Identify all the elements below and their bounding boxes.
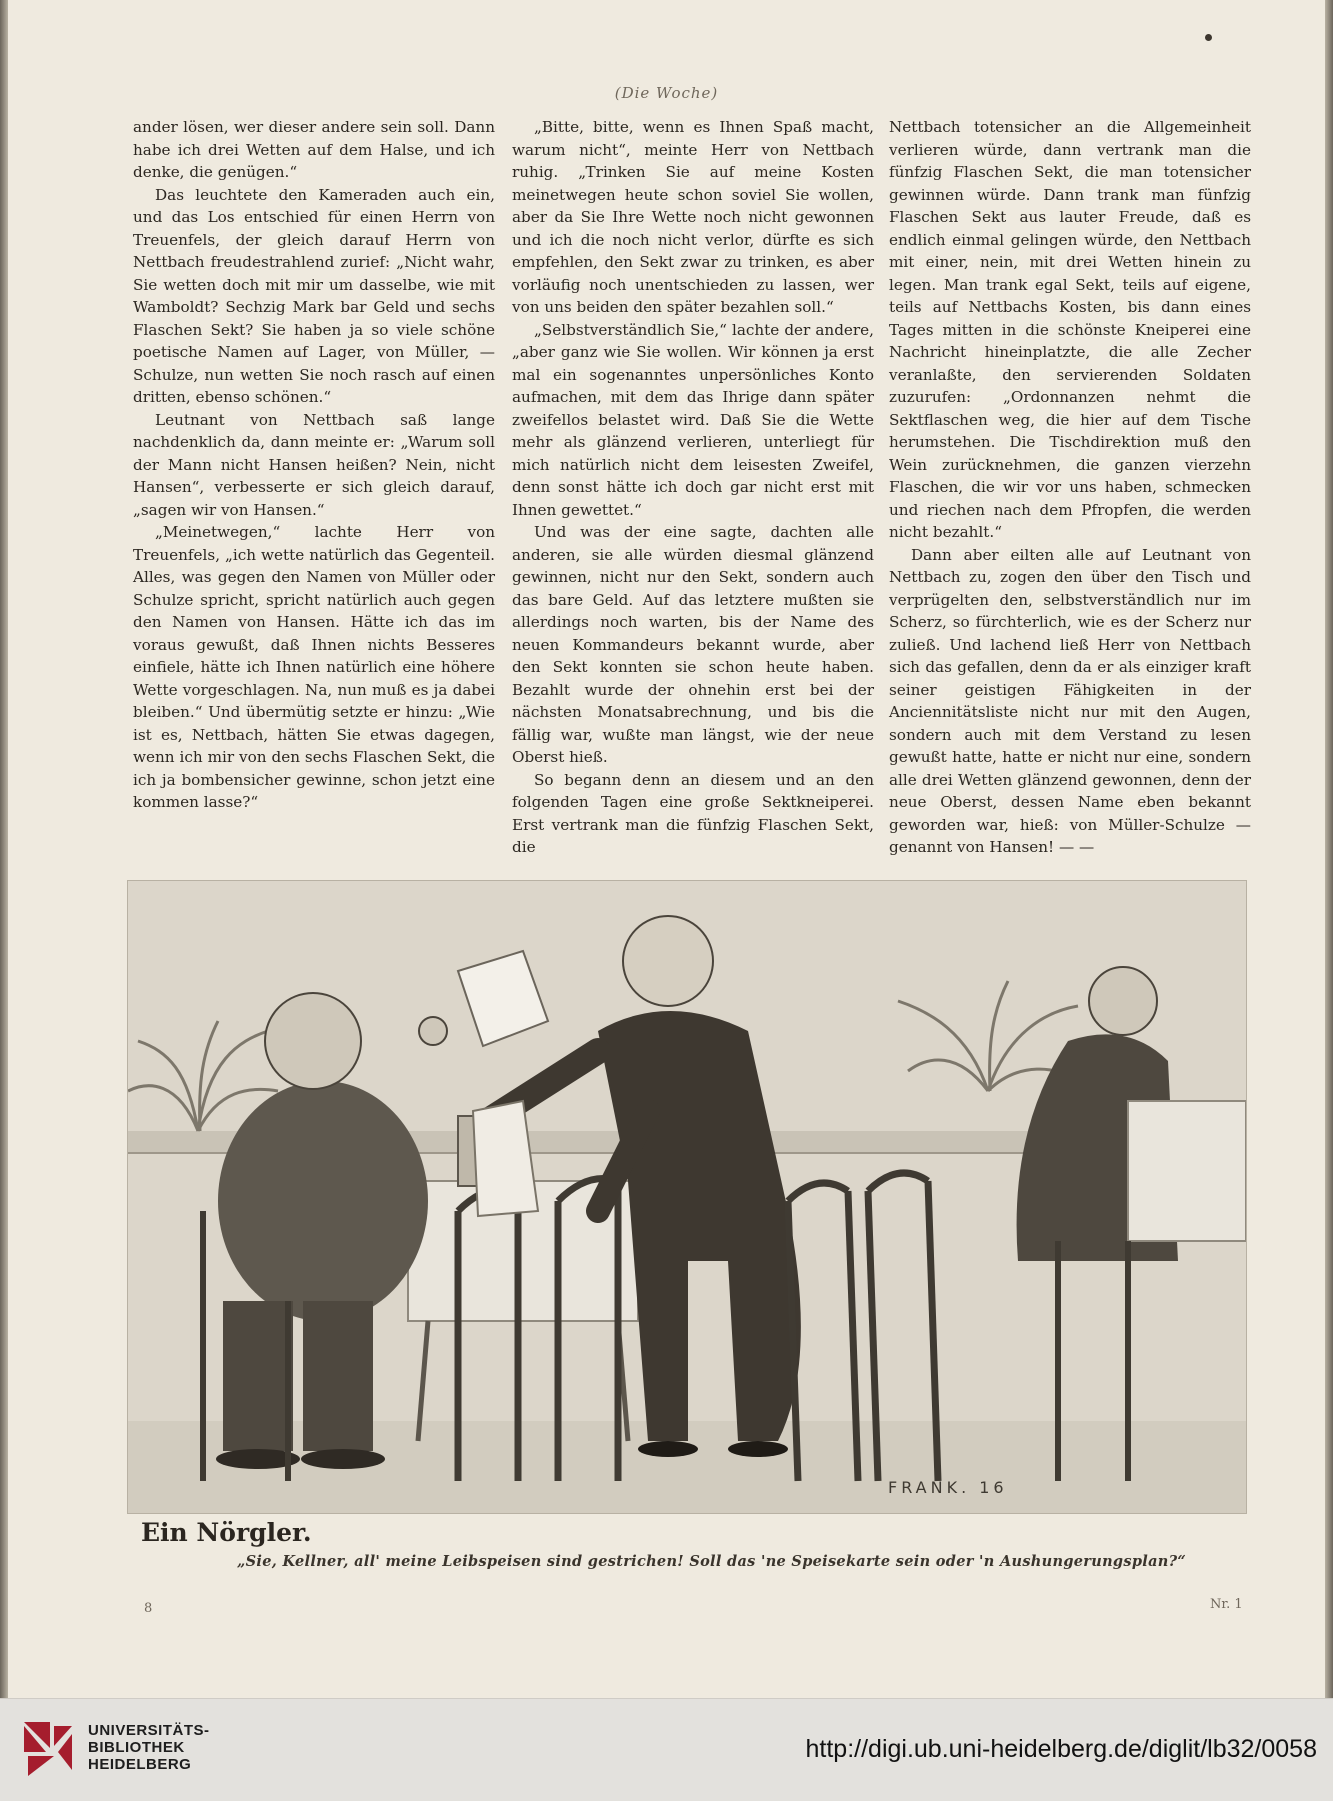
text-column-2 bbox=[512, 116, 874, 859]
paragraph: ander lösen, wer dieser andere sein soll. Dann habe ich drei Wetten auf dem Halse, und ich denke, die genügen.“ bbox=[133, 118, 495, 181]
text-column-1 bbox=[133, 116, 495, 814]
text-column-3 bbox=[889, 116, 1251, 859]
paragraph: So begann denn an diesem und an den folgenden Tagen eine große Sektkneiperei. Erst vertrank man die fünfzig Flaschen Sekt, die bbox=[512, 770, 874, 856]
page-marker-right: Nr. 1 bbox=[1210, 1597, 1243, 1612]
library-name-line: HEIDELBERG bbox=[88, 1756, 192, 1773]
paragraph: Dann aber eilten alle auf Leutnant von Nettbach zu, zogen den über den Tisch und verprügelten den, selbstverständlich nur im Scherz, so fürchterlich, wie es der Scherz nur zuließ. Und lachend ließ Herr von Nettbach sich das gefallen, denn da er als einziger kraft seiner geistigen Fähigkeiten in der Anciennitätsliste nicht nur mit den Augen, sondern auch mit dem Verstand zu lesen gewußt hatte, hatte er nicht nur eine, sondern alle drei Wetten glänzend gewonnen, denn der neue Oberst, dessen Name eben bekannt geworden war, hieß: von Müller-Schulze — genannt von Hansen! — — bbox=[889, 545, 1251, 856]
library-name bbox=[88, 1722, 210, 1773]
paragraph: „Meinetwegen,“ lachte Herr von Treuenfels, „ich wette natürlich das Gegenteil. Alles, was gegen den Namen von Müller oder Schulze spricht, spricht natürlich auch gegen den Namen von Hansen. Hätte ich das im voraus gewußt, daß Ihnen nichts Besseres einfiele, hätte ich Ihnen natürlich eine höhere Wette vorgeschlagen. Na, nun muß es ja dabei bleiben.“ Und übermütig setzte er hinzu: „Wie ist es, Nettbach, hätten Sie etwas dagegen, wenn ich mir von den sechs Flaschen Sekt, die ich ja bombensicher gewinne, schon jetzt eine kommen lasse?“ bbox=[133, 523, 495, 811]
digitization-url-link[interactable]: http://digi.ub.uni-heidelberg.de/diglit/lb32/0058 bbox=[805, 1735, 1317, 1763]
paragraph: Leutnant von Nettbach saß lange nachdenklich da, dann meinte er: „Warum soll der Mann nicht Hansen heißen? Nein, nicht Hansen“, verbesserte er sich gleich darauf, „sagen wir von Hansen.“ bbox=[133, 410, 495, 519]
paragraph: „Bitte, bitte, wenn es Ihnen Spaß macht, warum nicht“, meinte Herr von Nettbach ruhig. „Trinken Sie auf meine Kosten meinetwegen heute schon soviel Sie wollen, aber da Sie Ihre Wette noch nicht gewonnen und ich die noch nicht verlor, dürfte es sich empfehlen, den Sekt zwar zu trinken, es aber vorläufig noch unentschieden zu lassen, wer von uns beiden den später bezahlen soll.“ bbox=[512, 118, 874, 316]
paragraph: Nettbach totensicher an die Allgemeinheit verlieren würde, dann vertrank man die fünfzig Flaschen Sekt, die man totensicher gewinnen würde. Dann trank man fünfzig Flaschen Sekt aus lauter Freude, daß es endlich einmal gelingen würde, den Nettbach mit einer, nein, mit drei Wetten hinein zu legen. Man trank egal Sekt, teils auf eigene, teils auf Nettbachs Kosten, bis dann eines Tages mitten in die schönste Kneiperei eine Nachricht hineinplatzte, die alle Zecher veranlaßte, den servierenden Soldaten zuzurufen: „Ordonnanzen nehmt die Sektflaschen weg, die hier auf dem Tische herumstehen. Die Tischdirektion muß den Wein zurücknehmen, die ganzen vierzehn Flaschen, die wir vor uns haben, schmecken und riechen nach dem Pfropfen, die werden nicht bezahlt.“ bbox=[889, 118, 1251, 541]
library-name-line: BIBLIOTHEK bbox=[88, 1739, 185, 1756]
page-marker-left: 8 bbox=[144, 1601, 153, 1616]
running-title: (Die Woche) bbox=[614, 84, 719, 102]
cartoon-drawing bbox=[128, 881, 1246, 1513]
page-edge-right bbox=[1325, 0, 1333, 1698]
page-edge-left bbox=[0, 0, 8, 1698]
ink-dot bbox=[1205, 34, 1212, 41]
paragraph: Und was der eine sagte, dachten alle anderen, sie alle würden diesmal glänzend gewinnen, nicht nur den Sekt, sondern auch das bare Geld. Auf das letztere mußten sie allerdings noch warten, bis der Name des neuen Kommandeurs bekannt wurde, aber den Sekt konnten sie schon heute haben. Bezahlt wurde der ohnehin erst bei der nächsten Monatsabrechnung, und bis die fällig war, wußte man längst, wie der neue Oberst hieß. bbox=[512, 523, 874, 766]
caption-text: „Sie, Kellner, all' meine Leibspeisen sind gestrichen! Soll das 'ne Speisekarte sein oder 'n Aushungerungsplan?“ bbox=[237, 1553, 1187, 1570]
paragraph: Das leuchtete den Kameraden auch ein, und das Los entschied für einen Herrn von Treuenfels, der gleich darauf Herrn von Nettbach freudestrahlend zurief: „Nicht wahr, Sie wetten doch mit mir um dasselbe, wie mit Wamboldt? Sechzig Mark bar Geld und sechs Flaschen Sekt? Sie haben ja so viele schöne poetische Namen auf Lager, von Müller, — Schulze, nun wetten Sie noch rasch auf einen dritten, ebenso schönen.“ bbox=[133, 185, 495, 406]
paragraph: „Selbstverständlich Sie,“ lachte der andere, „aber ganz wie Sie wollen. Wir können ja erst mal ein sogenanntes unpersönliches Konto aufmachen, mit dem das Ihrige dann später zweifellos belastet wird. Daß Sie die Wette mehr als glänzend verlieren, unterliegt für mich natürlich nicht dem leisesten Zweifel, denn sonst hätte ich doch gar nicht erst mit Ihnen gewettet.“ bbox=[512, 320, 874, 519]
artist-signature: FRANK. 16 bbox=[888, 1478, 1008, 1497]
cartoon-illustration bbox=[127, 880, 1247, 1514]
library-logo-icon bbox=[14, 1712, 78, 1782]
library-name-line: UNIVERSITÄTS- bbox=[88, 1722, 210, 1739]
caption-title: Ein Nörgler. bbox=[141, 1518, 312, 1547]
